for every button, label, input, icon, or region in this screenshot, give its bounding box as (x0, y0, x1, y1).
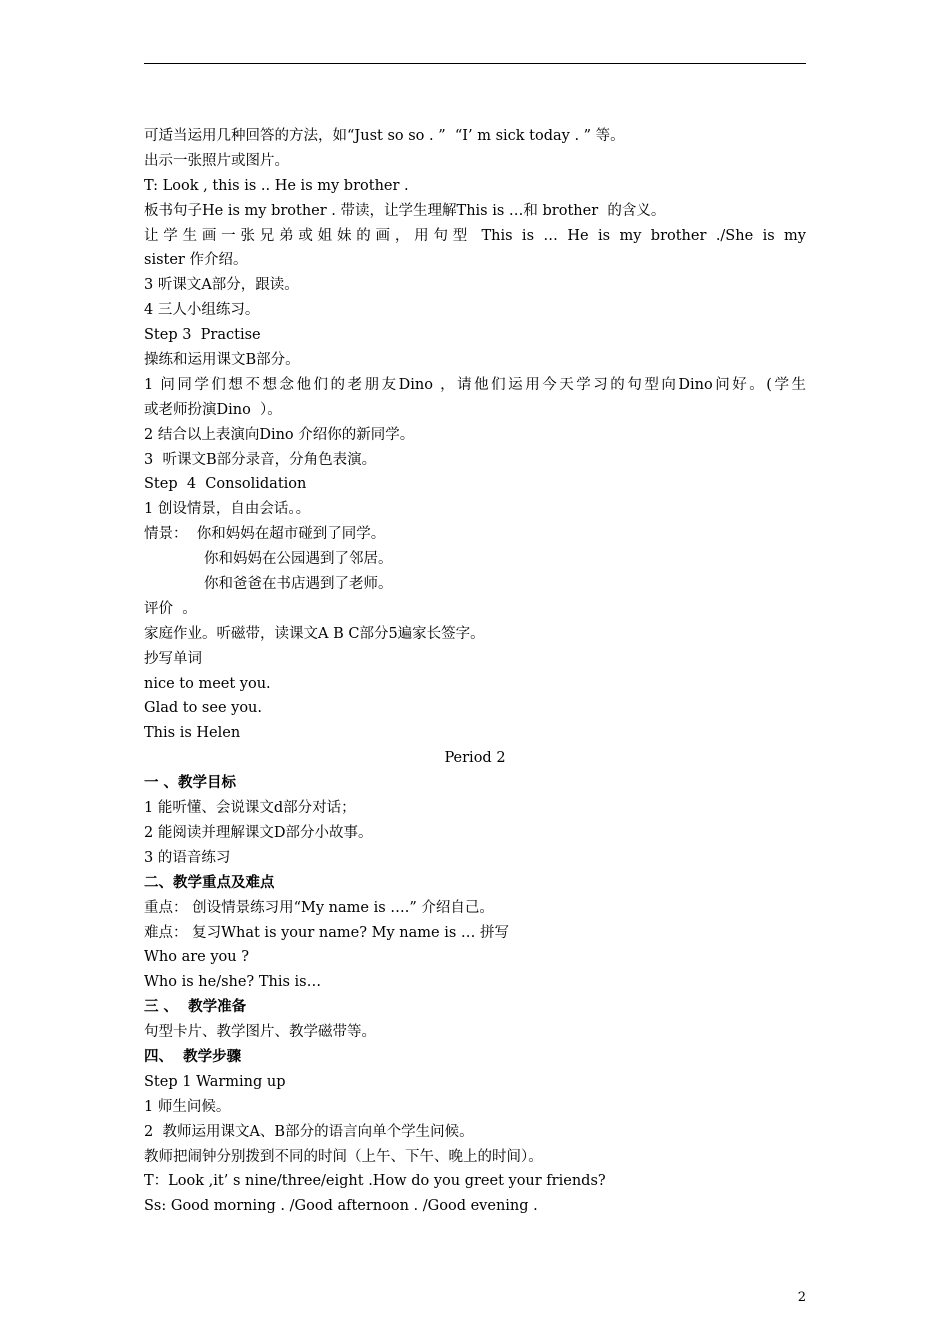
text-line: 难点： 复习What is your name? My name is … 拼写 (144, 924, 509, 941)
section-heading: 一 、教学目标 (144, 774, 237, 792)
step-heading: Step 4 Consolidation (144, 476, 307, 493)
text-line: 可适当运用几种回答的方法，如“Just so so . ” “I’ m sick today . ” 等。 (144, 128, 625, 144)
section-heading: 三 、 教学准备 (144, 998, 247, 1016)
text-line: 2 结合以上表演向Dino 介绍你的新同学。 (144, 426, 415, 443)
text-line: T: Look , this is .. He is my brother . (144, 177, 409, 194)
text-line: 2 教师运用课文A、B部分的语言向单个学生问候。 (144, 1123, 474, 1140)
step-heading: Step 3 Practise (144, 327, 261, 344)
text-line: 3 听课文B部分录音，分角色表演。 (144, 451, 377, 468)
text-line: 抄写单词 (144, 650, 202, 667)
text-line: T：Look ,it’ s nine/three/eight .How do you greet your friends? (144, 1173, 606, 1190)
text-line: nice to meet you. (144, 675, 271, 692)
header-rule (144, 63, 806, 64)
text-line: 你和妈妈在公园遇到了邻居。 (204, 551, 393, 568)
text-line: 3 听课文A部分，跟读。 (144, 277, 299, 294)
text-line: 板书句子He is my brother . 带读，让学生理解This is …和 brother 的含义。 (144, 202, 666, 219)
text-line: 1 问同学们想不想念他们的老朋友Dino ，请他们运用今天学习的句型向Dino问好。(学生 (144, 376, 806, 393)
text-line: 操练和运用课文B部分。 (144, 352, 300, 369)
text-line: 让学生画一张兄弟或姐妹的画，用句型 This is … He is my brother ./She is my (144, 227, 806, 244)
section-heading: 二、教学重点及难点 (144, 873, 275, 891)
text-line: This is Helen (144, 725, 241, 742)
text-line: 情景： 你和妈妈在超市碰到了同学。 (144, 526, 386, 543)
text-line: 4 三人小组练习。 (144, 302, 260, 319)
text-line: 1 创设情景，自由会话。。 (144, 501, 311, 518)
text-line: Who are you ? (144, 949, 249, 966)
text-line: Who is he/she? This is… (144, 974, 322, 991)
text-line: 重点： 创设情景练习用“My name is ….” 介绍自己。 (144, 899, 494, 916)
text-line: sister 作介绍。 (144, 252, 248, 269)
text-line: 句型卡片、教学图片、教学磁带等。 (144, 1024, 376, 1041)
text-line: Ss: Good morning . /Good afternoon . /Good evening . (144, 1198, 538, 1215)
period-title: Period 2 (444, 750, 506, 767)
text-line: 家庭作业。听磁带，读课文A B C部分5遍家长签字。 (144, 625, 485, 642)
text-line: 2 能阅读并理解课文D部分小故事。 (144, 824, 373, 841)
text-line: 评价 。 (144, 600, 197, 617)
document-body (144, 124, 806, 1219)
text-line: 1 师生问候。 (144, 1098, 231, 1115)
text-line: 或老师扮演Dino ）。 (144, 401, 282, 418)
section-heading: 四、 教学步骤 (144, 1047, 242, 1065)
page-number: 2 (797, 1290, 806, 1305)
text-line: 3 的语音练习 (144, 849, 231, 866)
text-line: 你和爸爸在书店遇到了老师。 (204, 576, 393, 593)
text-line: 出示一张照片或图片。 (144, 152, 289, 169)
text-line: Glad to see you. (144, 700, 263, 717)
step-heading: Step 1 Warming up (144, 1073, 286, 1090)
text-line: 教师把闹钟分别拨到不同的时间（上午、下午、晚上的时间）。 (144, 1148, 543, 1165)
text-line: 1 能听懂、会说课文d部分对话； (144, 800, 356, 817)
